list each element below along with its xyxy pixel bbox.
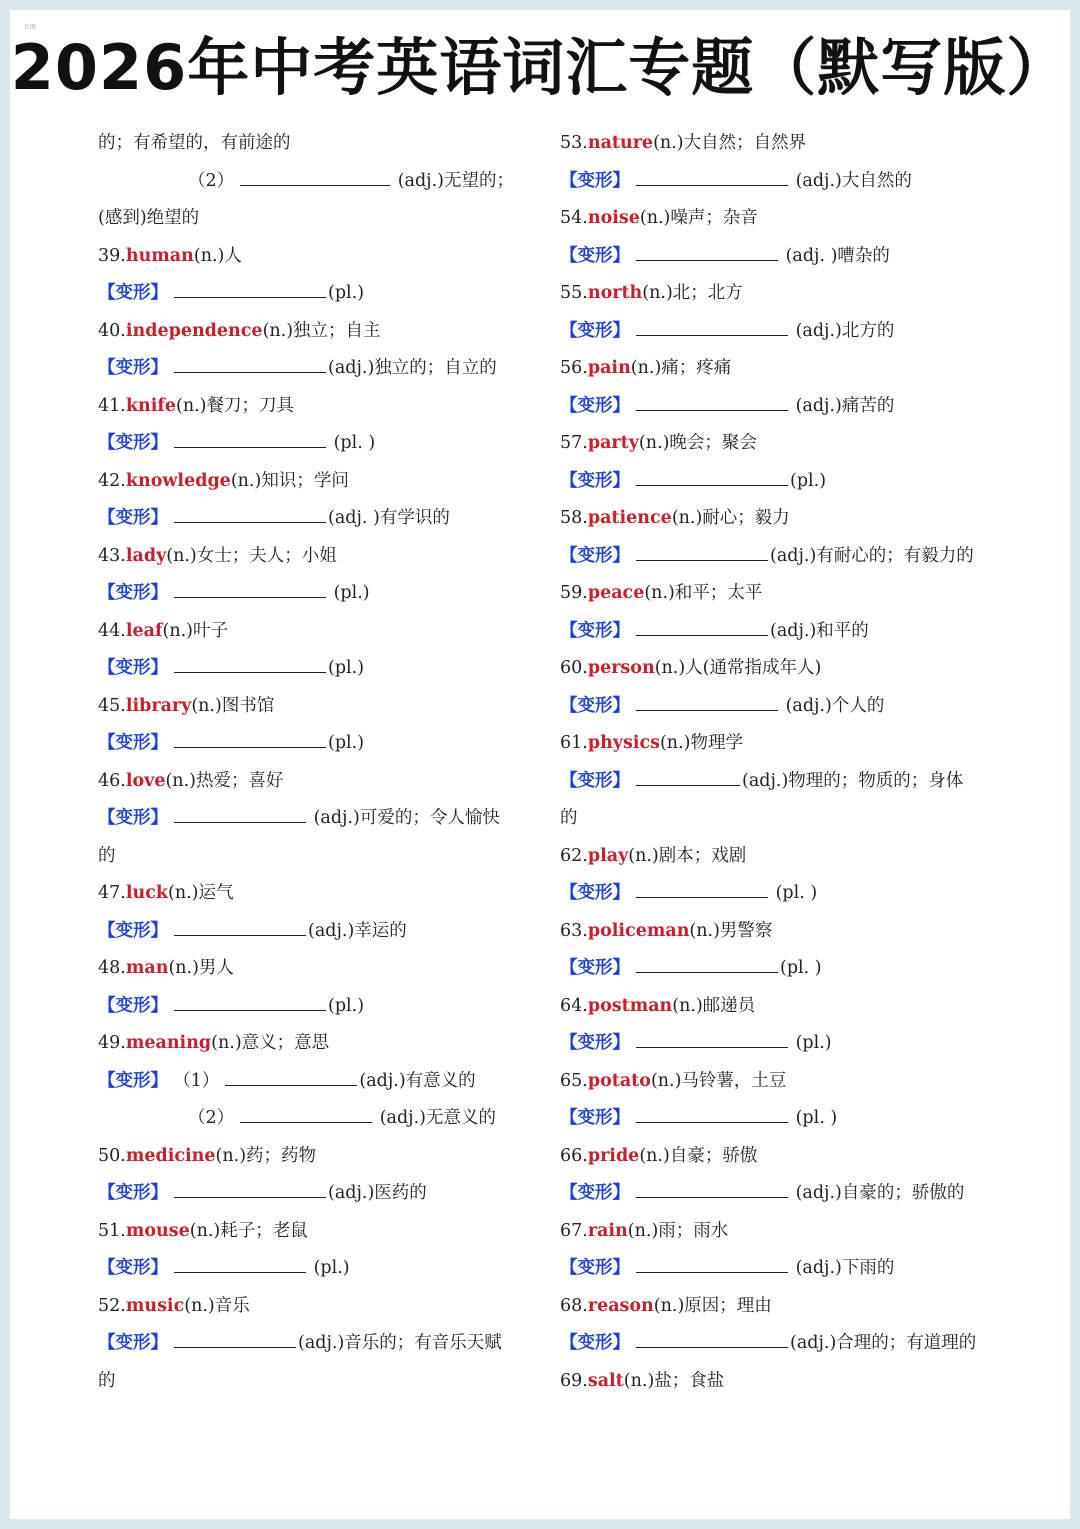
entry-text: (n.)晚会；聚会 [638, 433, 757, 453]
entry-number: 44. [98, 620, 126, 641]
entry-text: (adj.)合理的；有道理的 [790, 1333, 977, 1353]
variant-line [560, 1250, 1000, 1288]
entry-text: (pl.) [328, 283, 365, 303]
variant-tag: 【变形】 [560, 470, 630, 491]
vocab-entry [98, 238, 528, 276]
answer-blank [174, 988, 326, 1011]
entry-text: (pl. ) [328, 433, 376, 453]
headword: policeman [587, 920, 690, 941]
entry-number: 43. [98, 545, 126, 566]
headword: leaf [125, 620, 163, 641]
vocab-entry [98, 763, 528, 801]
entry-text: (n.)盐；食盐 [623, 1370, 725, 1391]
entry-text: (n.)男人 [168, 958, 234, 978]
vocab-entry [560, 1138, 1000, 1176]
entry-text: (adj.)可爱的；令人愉快 [308, 808, 500, 828]
answer-blank [636, 538, 768, 561]
entry-text: 的；有希望的，有前途的 [98, 133, 291, 153]
entry-text: (n.)人 [193, 245, 242, 266]
variant-tag: 【变形】 [560, 770, 630, 791]
headword: man [125, 958, 169, 978]
entry-text: (n.)雨；雨水 [627, 1220, 729, 1241]
answer-blank [636, 875, 768, 898]
text-line [98, 838, 528, 876]
entry-text: (pl.) [328, 658, 365, 678]
variant-line [98, 800, 528, 838]
vocab-entry [98, 613, 528, 651]
headword: patience [587, 508, 672, 528]
entry-number: 40. [98, 320, 126, 341]
vocab-entry [98, 313, 528, 351]
entry-text: (n.)知识；学问 [230, 470, 349, 491]
vocab-entry [98, 1025, 528, 1063]
entry-text: (感到)绝望的 [98, 208, 200, 228]
entry-text: (n.)意义；意思 [211, 1033, 330, 1053]
vocab-entry [560, 1063, 1000, 1101]
entry-text: (adj.)和平的 [770, 620, 869, 641]
entry-number: 66. [560, 1145, 588, 1166]
entry-number: 56. [560, 358, 588, 378]
vocab-entry [98, 1288, 528, 1326]
vocab-entry [560, 350, 1000, 388]
entry-number: 50. [98, 1145, 126, 1166]
entry-text: (pl.) [328, 583, 370, 603]
variant-line [98, 1325, 528, 1363]
entry-text: (n.)剧本；戏剧 [628, 845, 747, 866]
entry-number: 47. [98, 883, 126, 903]
entry-number: 52. [98, 1295, 126, 1316]
entry-number: 41. [98, 395, 126, 416]
variant-tag: 【变形】 [98, 433, 168, 453]
entry-text: (adj.)幸运的 [308, 920, 407, 941]
answer-blank [225, 1063, 357, 1086]
vocab-entry [98, 1138, 528, 1176]
entry-text: (n.)音乐 [184, 1295, 250, 1316]
corner-mark: 长图 [24, 24, 37, 31]
entry-text: (pl.) [328, 995, 365, 1016]
answer-blank [636, 163, 788, 186]
variant-line [560, 388, 1000, 426]
headword: medicine [125, 1145, 216, 1166]
option-number: （1） [182, 1070, 220, 1091]
entry-text: 的 [560, 808, 578, 828]
vocab-entry [98, 388, 528, 426]
variant-tag: 【变形】 [98, 808, 168, 828]
variant-line [560, 238, 1000, 276]
entry-number: 69. [560, 1370, 588, 1391]
headword: lady [125, 545, 167, 566]
headword: noise [587, 208, 640, 228]
vocab-entry [560, 725, 1000, 763]
answer-blank [240, 1100, 372, 1123]
variant-line [560, 463, 1000, 501]
answer-blank [174, 350, 326, 373]
vocab-entry [560, 1213, 1000, 1251]
headword: luck [125, 883, 168, 903]
text-line [98, 1363, 528, 1401]
variant-line [560, 1100, 1000, 1138]
variant-line [560, 950, 1000, 988]
text-line [98, 200, 528, 238]
vocab-entry [560, 838, 1000, 876]
entry-number: 51. [98, 1220, 126, 1241]
variant-tag: 【变形】 [98, 508, 168, 528]
variant-line [98, 725, 528, 763]
variant-line [560, 613, 1000, 651]
entry-text: (n.)自豪；骄傲 [639, 1145, 758, 1166]
vocab-entry [560, 425, 1000, 463]
variant-tag: 【变形】 [98, 733, 168, 753]
entry-number: 61. [560, 733, 588, 753]
answer-blank [636, 388, 788, 411]
vocab-entry [98, 688, 528, 726]
entry-text: (n.)男警察 [689, 920, 773, 941]
headword: music [125, 1295, 185, 1316]
entry-number: 49. [98, 1033, 126, 1053]
entry-text: (pl. ) [770, 883, 818, 903]
answer-blank [636, 1325, 788, 1348]
entry-number: 45. [98, 695, 126, 716]
variant-tag: 【变形】 [560, 620, 630, 641]
answer-blank [636, 313, 788, 336]
text-line [98, 163, 528, 201]
entry-number: 63. [560, 920, 588, 941]
variant-line [98, 913, 528, 951]
variant-line [560, 1025, 1000, 1063]
headword: knife [125, 395, 177, 416]
entry-text: (n.)独立；自主 [262, 320, 381, 341]
headword: library [125, 695, 192, 716]
entry-number: 62. [560, 845, 588, 866]
headword: north [587, 283, 643, 303]
variant-line [98, 988, 528, 1026]
variant-tag: 【变形】 [560, 695, 630, 716]
answer-blank [174, 275, 326, 298]
entry-text: (n.)耗子；老鼠 [189, 1220, 308, 1241]
vocab-entry [560, 988, 1000, 1026]
headword: salt [587, 1370, 624, 1391]
vocab-entry [98, 463, 528, 501]
vocab-entry [98, 538, 528, 576]
entry-text: (adj.)下雨的 [790, 1258, 895, 1278]
headword: reason [587, 1295, 654, 1316]
entry-number: 53. [560, 133, 588, 153]
vocab-entry [560, 500, 1000, 538]
entry-number: 57. [560, 433, 588, 453]
entry-number: 64. [560, 995, 588, 1016]
vocab-entry [560, 1288, 1000, 1326]
vocab-entry [98, 1213, 528, 1251]
variant-tag: 【变形】 [98, 920, 168, 941]
entry-text: (n.)物理学 [659, 733, 743, 753]
variant-line [98, 1063, 528, 1101]
headword: party [587, 433, 639, 453]
entry-text: (n.)北；北方 [642, 283, 743, 303]
headword: physics [587, 733, 660, 753]
variant-line [560, 1175, 1000, 1213]
entry-text: (adj. )有学识的 [328, 508, 450, 528]
entry-text: (n.)原因；理由 [653, 1295, 772, 1316]
headword: potato [587, 1070, 651, 1091]
variant-tag: 【变形】 [560, 1183, 630, 1203]
entry-number: 54. [560, 208, 588, 228]
entry-text: (adj.)有意义的 [359, 1070, 476, 1091]
entry-text: (n.)和平；太平 [644, 583, 763, 603]
variant-line [560, 688, 1000, 726]
page-title: 2026年中考英语词汇专题（默写版） [10, 31, 1070, 104]
vocab-entry [560, 650, 1000, 688]
variant-tag: 【变形】 [560, 320, 630, 341]
entry-text: (pl. ) [780, 958, 822, 978]
text-line [98, 125, 528, 163]
headword: person [587, 658, 655, 678]
variant-tag: 【变形】 [560, 883, 630, 903]
variant-tag: 【变形】 [98, 283, 168, 303]
answer-blank [240, 163, 390, 186]
entry-number: 60. [560, 658, 588, 678]
entry-text: (adj.)音乐的；有音乐天赋 [298, 1333, 502, 1353]
variant-tag: 【变形】 [560, 1258, 630, 1278]
variant-tag: 【变形】 [98, 1258, 168, 1278]
answer-blank [174, 1250, 306, 1273]
entry-number: 58. [560, 508, 588, 528]
variant-tag: 【变形】 [98, 995, 168, 1016]
answer-blank [636, 463, 788, 486]
variant-line [98, 425, 528, 463]
entry-text: (n.)运气 [168, 883, 234, 903]
variant-tag: 【变形】 [98, 658, 168, 678]
entry-text: (adj. )嘈杂的 [780, 245, 890, 266]
vocab-entry [560, 275, 1000, 313]
headword: postman [587, 995, 673, 1016]
headword: pain [587, 358, 631, 378]
entry-text: (n.)邮递员 [672, 995, 756, 1016]
variant-tag: 【变形】 [560, 1033, 630, 1053]
variant-tag: 【变形】 [560, 245, 630, 266]
entry-text: (adj.)无望的； [392, 170, 514, 191]
entry-number: 59. [560, 583, 588, 603]
entry-text: (n.)图书馆 [191, 695, 275, 716]
entry-text: (adj.)有耐心的；有毅力的 [770, 545, 974, 566]
entry-text: (pl. ) [790, 1108, 838, 1128]
headword: mouse [125, 1220, 190, 1241]
answer-blank [174, 1325, 296, 1348]
entry-text: 的 [98, 1370, 116, 1391]
variant-line [560, 1325, 1000, 1363]
vocab-entry [560, 1363, 1000, 1401]
answer-blank [174, 500, 326, 523]
answer-blank [636, 688, 778, 711]
entry-number: 46. [98, 770, 126, 791]
answer-blank [174, 425, 326, 448]
variant-tag: 【变形】 [98, 1183, 168, 1203]
variant-line [98, 350, 528, 388]
answer-blank [636, 613, 768, 636]
entry-text: (n.)女士；夫人；小姐 [166, 545, 337, 566]
answer-blank [174, 1175, 326, 1198]
variant-line [98, 650, 528, 688]
answer-blank [174, 575, 326, 598]
answer-blank [174, 650, 326, 673]
variant-line [98, 500, 528, 538]
headword: pride [587, 1145, 640, 1166]
vocab-entry [560, 125, 1000, 163]
entry-text: (adj.)北方的 [790, 320, 895, 341]
entry-number: 55. [560, 283, 588, 303]
variant-tag: 【变形】 [560, 1108, 630, 1128]
vocab-entry [560, 913, 1000, 951]
entry-text: (n.)大自然；自然界 [653, 133, 807, 153]
entry-number: 48. [98, 958, 126, 978]
vocab-entry [98, 950, 528, 988]
variant-tag: 【变形】 [98, 1333, 168, 1353]
entry-text: (adj.)物理的；物质的；身体 [742, 770, 964, 791]
answer-blank [636, 1250, 788, 1273]
entry-number: 42. [98, 470, 126, 491]
variant-line [560, 313, 1000, 351]
variant-tag: 【变形】 [98, 358, 168, 378]
variant-line [98, 575, 528, 613]
headword: love [125, 770, 166, 791]
headword: human [125, 245, 194, 266]
entry-text: (n.)热爱；喜好 [165, 770, 284, 791]
entry-number: 39. [98, 245, 126, 266]
entry-text: (pl.) [328, 733, 365, 753]
variant-tag: 【变形】 [560, 1333, 630, 1353]
entry-text: (pl.) [308, 1258, 350, 1278]
variant-line [560, 763, 1000, 801]
option-number: （2） [188, 170, 235, 191]
variant-tag: 【变形】 [98, 1070, 168, 1091]
text-line [560, 800, 1000, 838]
entry-text: (adj.)自豪的；骄傲的 [790, 1183, 965, 1203]
entry-text: (adj.)医药的 [328, 1183, 427, 1203]
entry-number: 65. [560, 1070, 588, 1091]
headword: independence [125, 320, 263, 341]
answer-blank [636, 763, 740, 786]
variant-line [98, 1250, 528, 1288]
variant-tag: 【变形】 [560, 170, 630, 191]
entry-text: (n.)耐心；毅力 [671, 508, 790, 528]
entry-text: (adj.)大自然的 [790, 170, 912, 191]
entry-text: (adj.)无意义的 [374, 1108, 496, 1128]
entry-text: (n.)噪声；杂音 [639, 208, 758, 228]
answer-blank [174, 913, 306, 936]
answer-blank [636, 950, 778, 973]
variant-tag: 【变形】 [560, 958, 630, 978]
entry-text: (n.)叶子 [162, 620, 228, 641]
variant-line [560, 875, 1000, 913]
entry-text: (pl.) [790, 1033, 832, 1053]
variant-tag: 【变形】 [560, 545, 630, 566]
headword: peace [587, 583, 645, 603]
entry-number: 67. [560, 1220, 588, 1241]
entry-text: (n.)痛；疼痛 [630, 358, 732, 378]
entry-text: 的 [98, 845, 116, 866]
variant-tag: 【变形】 [98, 583, 168, 603]
vocab-entry [98, 875, 528, 913]
left-column [98, 125, 528, 1400]
variant-line [560, 538, 1000, 576]
vocab-entry [560, 200, 1000, 238]
entry-text: (pl.) [790, 470, 827, 491]
headword: rain [587, 1220, 628, 1241]
entry-text: (n.)餐刀；刀具 [176, 395, 295, 416]
variant-line [560, 163, 1000, 201]
text-line [98, 1100, 528, 1138]
right-column [560, 125, 1000, 1400]
option-number: （2） [188, 1108, 235, 1128]
entry-text: (adj.)个人的 [780, 695, 885, 716]
variant-line [98, 1175, 528, 1213]
variant-tag: 【变形】 [560, 395, 630, 416]
entry-text: (adj.)独立的；自立的 [328, 358, 497, 378]
entry-text: (n.)人(通常指成年人) [654, 658, 822, 678]
headword: play [587, 845, 629, 866]
entry-number: 68. [560, 1295, 588, 1316]
headword: nature [587, 133, 654, 153]
variant-line [98, 275, 528, 313]
entry-text: (n.)马铃薯，土豆 [650, 1070, 787, 1091]
answer-blank [636, 1100, 788, 1123]
headword: knowledge [125, 470, 231, 491]
answer-blank [636, 1025, 788, 1048]
headword: meaning [125, 1033, 212, 1053]
answer-blank [174, 800, 306, 823]
entry-text: (adj.)痛苦的 [790, 395, 895, 416]
answer-blank [636, 238, 778, 261]
vocab-entry [560, 575, 1000, 613]
answer-blank [174, 725, 326, 748]
answer-blank [636, 1175, 788, 1198]
entry-text: (n.)药；药物 [215, 1145, 317, 1166]
